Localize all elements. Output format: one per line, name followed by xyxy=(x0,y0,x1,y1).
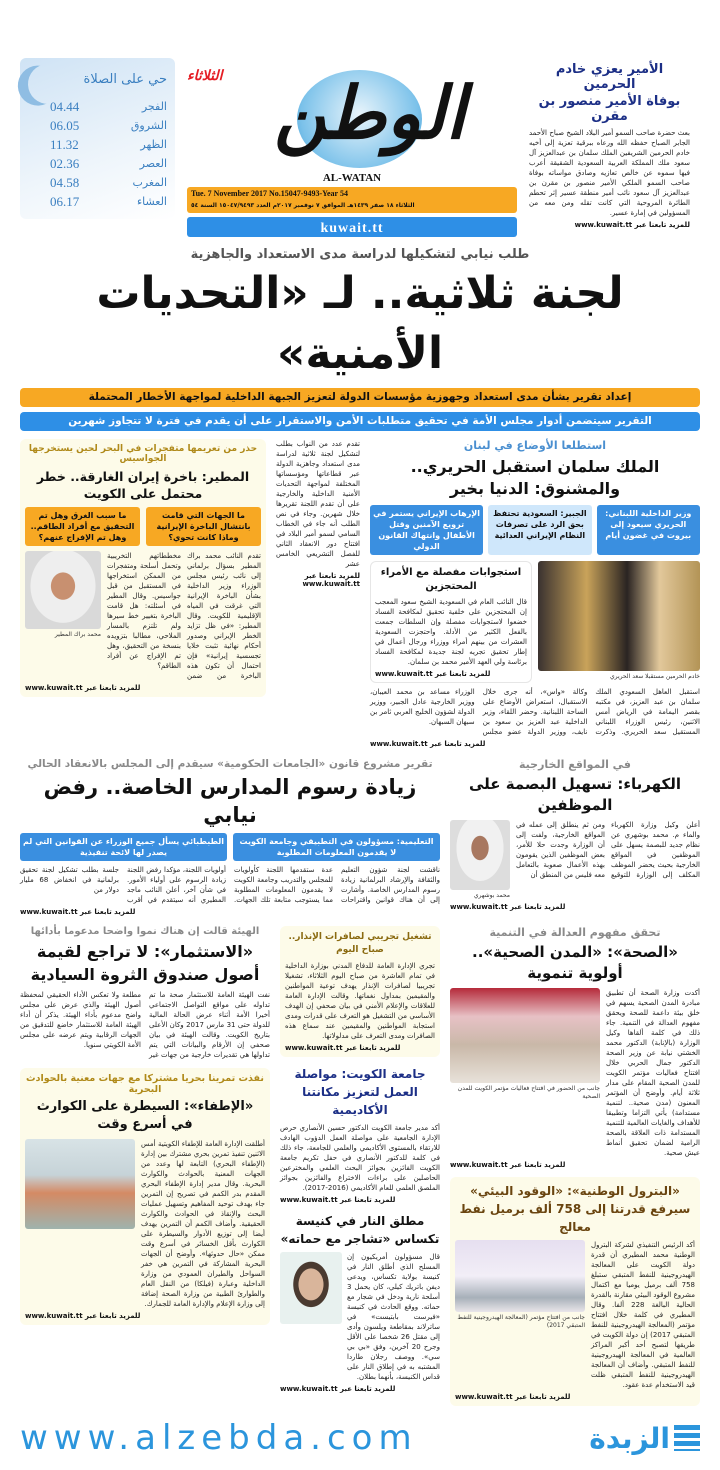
story-body: أكدت وزارة الصحة أن تطبيق مبادرة المدن الصحية يسهم في خلق بيئة داعمة للصحة ويحقق مفهوم العدالة في التنمية. جاء ذلك في كلمة ألقاها وكيل الوزارة (بالإنابة) الدكتور محمد الخشتي نيابة عن وزير الصحة الدكتور جمال الحربي خلال افتتاح فعاليات مؤتمر الكويت للمدن الصحية المقام على مدار ثلاثة أيام. وأوضح أن المؤتمر المعنون (مدن صحية.. لتنمية مستدامة) يأتي التزاما وتطبيقا للأهداف والغايات العالمية للتنمية المستدامة ذات العلاقة بالصحة الرامية لضمان تحقيق أنماط عيش صحية. xyxy=(606,989,700,1157)
read-more-link[interactable]: www.kuwait.tt xyxy=(302,580,360,588)
main-headline: لجنة ثلاثية.. لـ «التحديات الأمنية» xyxy=(96,268,624,379)
story-body: بعث حضرة صاحب السمو أمير البلاد الشيخ صباح الأحمد الجابر الصباح حفظه الله ورعاه ببرقية تعزية إلى أخيه خادم الحرمين الشريفين الملك سلمان بن عبدالعزيز آل سعود ملك المملكة العربية السعودية الشقيقة أعرب فيها سموه عن خالص تعازيه وصادق مواساته بوفاة صاحب السمو الملكي الأمير منصور بن مقرن بن عبدالعزيز آل سعود نائب أمير منطقة عسير إثر تحطم الطائرة المروحية التي كانت تقله ومن معه من المسؤولين في إمارة عسير. xyxy=(529,129,690,217)
lebanon-story xyxy=(370,439,700,748)
read-more-link[interactable]: www.kuwait.tt xyxy=(280,1385,338,1393)
photo-block xyxy=(450,820,510,900)
question-boxes xyxy=(25,507,261,546)
read-more[interactable] xyxy=(280,1385,440,1393)
read-more-link[interactable]: www.kuwait.tt xyxy=(280,1196,338,1204)
sirens-story xyxy=(280,926,440,1057)
sub-story-panel xyxy=(370,561,532,683)
prayer-name: العصر xyxy=(139,157,167,170)
story-body: قال مسؤولون أمريكيون إن المسلح الذي أطلق النار في كنيسة بولاية تكساس، ويدعى ديفن باتريك كيلي، كان يحمل 3 أسلحة نارية ودخل في شجار مع حماته. ووقع الحادث في كنيسة «فيرست بابتيست» في ساترلاند بمقاطعة ويلسون وأدى إلى مقتل 26 شخصا على الأقل وجرح 20 آخرين، وفق «بي بي سي». ووصف رجلان طاردا المشتبه به في إطلاق النار على قداس الكنيسة، بأنهما بطلان. xyxy=(347,1253,440,1381)
conference-panel-photo xyxy=(455,1240,585,1312)
read-more-label: للمزيد تابعنا عبر xyxy=(84,1312,141,1320)
row-2 xyxy=(20,439,700,748)
story-body: تجري الإدارة العامة للدفاع المدني بوزارة الداخلية في تمام العاشرة من صباح اليوم الثلاثاء، تشغيلا تجريبيا لصافرات الإنذار يهدف توعية المواطنين والمقيمين بمداول نغماتها. وقالت الإدارة العامة للعلاقات والإعلام الأمني في بيان صحفي إن الهدف الأساسي من التشغيل هو التعرف على قدرات ومدى استجابة المواطنين والمقيمين عند سماع هذه الصافرات ومدى التعرف على مدلولاتها. xyxy=(285,962,435,1040)
story-kicker: نفذت تمرينا بحريا مشتركا مع جهات معنية بالحوادث البحرية xyxy=(26,1073,264,1095)
story-kicker: استطلعا الأوضاع في لبنان xyxy=(463,439,607,452)
story-headline: «الاستثمار»: لا تراجع لقيمة أصول صندوق الثروة السيادية xyxy=(30,942,260,984)
story-headline: المطير: باخرة إيران الغارقة.. خطر محتمل على الكويت xyxy=(36,469,250,501)
read-more[interactable] xyxy=(276,572,360,588)
footer xyxy=(20,1418,700,1458)
read-more-label: للمزيد تابعنا عبر xyxy=(514,1393,571,1401)
story-content xyxy=(25,551,261,681)
photo-caption: محمد براك المطير xyxy=(54,631,101,638)
investment-story xyxy=(20,926,270,1060)
story-headline: الأمير يعزي خادم الحرمين xyxy=(555,62,664,92)
prayer-row xyxy=(50,154,167,173)
story-content xyxy=(450,820,700,900)
story-kicker: حذر من تعريمها متفجرات في البحر لحين يستخرجها الجواسيس xyxy=(28,444,258,464)
read-more-link[interactable]: www.kuwait.tt xyxy=(285,1044,343,1052)
read-more-label: للمزيد تابعنا عبر xyxy=(634,221,690,229)
story-headline: «البترول الوطنية»: «الوقود البيئي» سيرفع قدرتنا إلى 758 ألف برميل نفط معالج xyxy=(459,1184,691,1234)
read-more-link[interactable]: www.kuwait.tt xyxy=(20,908,78,916)
schools-boxes xyxy=(20,833,440,861)
read-more-label: للمزيد تابعنا عبر xyxy=(434,670,491,678)
read-more-label: للمزيد تابعنا عبر xyxy=(429,740,486,748)
question-box-1: ما الجهات التي قامت بانتشال الباخرة الإيرانية وماذا كانت تحوي؟ xyxy=(146,507,261,546)
story-headline: «الصحة»: «المدن الصحية».. أولوية تنموية xyxy=(472,943,678,982)
prayer-row xyxy=(50,192,167,211)
schools-box-2: الطبطبائي يسأل جميع الوزراء عن القوانين التي لم يصدر لها لائحة تنفيذية xyxy=(20,833,227,861)
story-headline: زيادة رسوم المدارس الخاصة.. رفض نيابي xyxy=(43,775,417,827)
read-more-link[interactable]: www.kuwait.tt xyxy=(25,684,83,692)
photo-block xyxy=(455,1240,585,1390)
read-more-link[interactable]: www.kuwait.tt xyxy=(450,903,508,911)
mutair-photo xyxy=(25,551,101,629)
salman-hariri-photo xyxy=(538,561,700,671)
question-box-2: ما سبب الغرق وهل تم التحقيق مع أفراد الطاقم.. وهل تم الإفراج عنهم؟ xyxy=(25,507,140,546)
story-body: ناقشت لجنة شؤون التعليم والثقافة والإرشاد البرلمانية زيادة رسوم المدارس الخاصة. وأشارت إلى أن هناك قوانين واقتراحات عدة ستقدمها اللجنة كأولويات للمجلس والتدريب وجامعة الكويت لا يقدمون المعلومات المطلوبة مما يستوجب متابعة تلك الجهات. أولويات اللجنة، مؤكدا رفض اللجنة زيادة الرسوم على أولياء الأمور. في شأن آخر، أعلن النائب ماجد المطيري أنه سيتقدم في أقرب جلسة بطلب تشكيل لجنة تحقيق برلمانية في انخفاض 68 مليار دولار من xyxy=(20,866,440,904)
petroleum-story xyxy=(450,1177,700,1406)
prayer-times-panel xyxy=(20,58,175,219)
photo-caption: جانب من افتتاح مؤتمر (المعالجة الهيدروجينية للنفط المتبقي 2017) xyxy=(457,1314,585,1329)
website-bar[interactable] xyxy=(187,217,517,237)
photo-caption: جانب من الحضور في افتتاح فعاليات مؤتمر الكويت للمدن الصحية xyxy=(457,1085,600,1100)
university-story xyxy=(280,1065,440,1204)
prayer-name: الشروق xyxy=(130,119,167,132)
prayer-time: 04.58 xyxy=(50,175,80,190)
lebanon-box-1: وزير الداخلية اللبناني: الحريري سيعود إلى بيروت في غضون أيام xyxy=(597,505,700,555)
story-body: أكد الرئيس التنفيذي لشركة البترول الوطنية محمد المطيري أن قدرة دولة الكويت على المعالجة الهيدروجينية للنفط المتبقي ستبلغ 758 ألف برميل يوميا مع اكتمال مشروع الوقود البيئي مقارنة بالقدرة الحالية البالغة 228 ألفا. وقال المطيري في كلمة خلال افتتاح مؤتمر (المعالجة الهيدروجينية للنفط المتبقي 2017) إن دولة الكويت في طريقها لتصبح أحد أكبر المراكز العالمية في المعالجة الهيدروجينية للنفط المتبقي. وأضاف أن المعالجة الهيدروجينية للنفط المتبقي ظلت قيد الاستخدام عدة عقود. xyxy=(591,1241,696,1389)
left-column xyxy=(20,926,270,1325)
prayer-name: الظهر xyxy=(140,138,167,151)
gunman-photo xyxy=(280,1252,342,1324)
read-more[interactable] xyxy=(370,740,700,748)
prayer-name: العشاء xyxy=(136,195,167,208)
read-more-label: للمزيد تابعنا عبر xyxy=(509,903,566,911)
read-more[interactable] xyxy=(455,1393,695,1401)
story-headline: الملك سلمان استقبل الحريري.. والمشنوق: الدنيا بخير xyxy=(410,457,660,498)
sub-boxes xyxy=(370,505,700,555)
read-more-label: للمزيد تابعنا عبر xyxy=(84,684,141,692)
main-story-body: تقدم عدد من النواب بطلب لتشكيل لجنة ثلاثية لدراسة مدى استعداد وجاهزية الدولة عبر قطاعاتها ومؤسساتها المختلفة لمواجهة التحديات الأمنية الداخلية والخارجية على أن تقدم اللجنة تقريرها خلال شهرين. وجاء في نص الطلب أنه جاء في الخطاب السامي لسمو أمير البلاد في افتتاح دور الانعقاد الثاني للفصل التشريعي الخامس عشر xyxy=(276,440,360,568)
read-more-label: للمزيد تابعنا عبر xyxy=(344,1044,401,1052)
prayer-time: 06.05 xyxy=(50,118,80,133)
prayer-time: 06.17 xyxy=(50,194,80,209)
story-kicker: تقرير مشروع قانون «الجامعات الحكومية» سيقدم إلى المجلس بالانعقاد الحالي xyxy=(27,758,433,770)
row-3 xyxy=(20,758,700,916)
prayer-row xyxy=(50,97,167,116)
photo-caption: محمد بوشهري xyxy=(473,892,510,899)
story-body: أكد مدير جامعة الكويت الدكتور حسين الأنصاري حرص الإدارة الجامعية على مواصلة العمل الدؤوب الهادف للارتقاء بالمستوى الأكاديمي والعلمي للجامعة، جاء ذلك في كلمة للدكتور الأنصاري في حفل تكريم جامعة الكويت الفائزين بجوائز البحث العلمي والمخترعين الحاصلين على براءات الاختراع والفائزين بجوائز الملصق العلمي للعام الأكاديمي (2016-2017). xyxy=(280,1124,440,1192)
prayer-title: حي على الصلاة xyxy=(83,72,167,87)
read-more[interactable] xyxy=(450,903,700,911)
read-more-label: للمزيد تابعنا عبر xyxy=(304,572,360,580)
story-body: نفت الهيئة العامة للاستثمار صحة ما تم تداوله على مواقع التواصل الاجتماعي أخيرا الأمة أثناء عرض الحالة المالية للدولة حتى 31 مارس 2017 وكان الأعلى بتاريخ الكويت. وقالت الهيئة في بيان صحفي إن الأرقام والبيانات التي يتم تداولها هي تقديرات خارجية من جهات غير مطلعة ولا تعكس الأداء الحقيقي لمحفظة أصول الهيئة والذي عرض على مجلس واضح مدعوم بأداء الهيئة. يذكر أن أداء الهيئة العامة للاستثمار خاضع للتدقيق من الجهات الرقابية ويتم عرضه على مجلس الأمة الكويتي سنويا. xyxy=(20,991,271,1059)
story-headline: جامعة الكويت: مواصلة العمل لتعزيز مكانتنا الأكاديمية xyxy=(294,1067,426,1117)
lebanon-box-3: الإرهاب الإيراني يستمر في ترويع الآمنين وقتل الأطفال وانتهاك القانون الدولي xyxy=(370,505,483,555)
photo-block xyxy=(538,561,700,683)
conference-photo xyxy=(450,988,600,1083)
lebanon-box-2: الجبير: السعودية تحتفظ بحق الرد على تصرفات النظام الإيراني العدائية xyxy=(488,505,591,555)
logo-area xyxy=(222,58,517,170)
story-kicker: في المواقع الخارجية xyxy=(518,758,632,771)
story-content xyxy=(25,1139,265,1309)
read-more-link[interactable]: www.kuwait.tt xyxy=(375,670,433,678)
photo-block xyxy=(25,551,101,681)
read-more[interactable] xyxy=(285,1044,435,1052)
photo-caption: خادم الحرمين مستقبلا سعد الحريري xyxy=(609,673,700,680)
prayer-time: 04.44 xyxy=(50,99,80,114)
firemen-story xyxy=(20,1068,270,1325)
read-more-label: للمزيد تابعنا عبر xyxy=(339,1385,396,1393)
read-more[interactable] xyxy=(25,1312,265,1320)
read-more[interactable] xyxy=(529,221,690,229)
logo-stripes-icon xyxy=(674,1425,700,1451)
read-more-link[interactable]: www.kuwait.tt xyxy=(574,221,633,229)
iran-ship-story xyxy=(20,439,266,697)
date-bar xyxy=(187,187,517,213)
story-body: تقدم النائب محمد براك المطير بسؤال برلماني إلى نائب رئيس مجلس الوزراء وزير الداخلية بشأن الباخرة الإيرانية التي غرقت في المياه الإقليمية للكويت. وقال المطير: «في ظل تزايد الخطر الإيراني وصدور أحكام نهائية تثبت خلايا تجسسية إيرانية» فإن احتمال أن تكون هذه الباخرة من ضمن مخططاتهم التخريبية وتحمل أسلحة ومتفجرات من الممكن استخراجها في المستقبل من قبل جواسيس. وقال المطير في أسئلته: هل قامت الباخرة بتغيير خط سيرها ولم تلتزم بالمسار الملاحي، مطالبا بتزويده بنسخة من التحقيق، وهل تم الإفراج عن أفراد الطاقم؟ xyxy=(107,552,261,680)
prayer-time: 02.36 xyxy=(50,156,80,171)
story-headline: الكهرباء: تسهيل البصمة على الموظفين xyxy=(468,775,681,814)
health-story xyxy=(450,926,700,1169)
story-body: أعلن وكيل وزارة الكهرباء والماء م. محمد بوشهري عن نظام جديد للبصمة يسهل على الموظفين في المواقع الخارجية بحيث يحضر الموظف المكلف إلى الوزارة للتوقيع ومن ثم ينطلق إلى عمله في المواقع الخارجية، ولفت إلى أن الوزارة وجدت حلا للأمر، بعض الموظفين الذين يقومون بهذه الأعمال صعوبة بالتعامل معه فليس من المنطق أن xyxy=(516,821,700,879)
lebanon-body: استقبل العاهل السعودي الملك سلمان بن عبد العزيز، في مكتبه بقصر اليمامة في الرياض أمس الاثنين، رئيس الوزراء اللبناني المستقيل سعد الحريري. وذكرت وكالة «واس»، أنه جرى خلال الاستقبال، استعراض الأوضاع على الساحة اللبنانية. وحضر اللقاء، وزير الداخلية عبد العزيز بن سعود بن نايف، ووزير الدولة عضو مجلس الوزراء مساعد بن محمد العيبان، ووزير الخارجية عادل الجبير، ووزير الدولة لشؤون الخليج العربي ثامر بن سبهان السبهان. xyxy=(370,688,700,736)
story-headline: مطلق النار في كنيسة تكساس «تشاجر مع حماته» xyxy=(280,1214,440,1246)
prayer-row xyxy=(50,116,167,135)
main-story-column xyxy=(276,439,360,588)
read-more-label: للمزيد تابعنا عبر xyxy=(509,1161,566,1169)
story-body: أطلقت الإدارة العامة للإطفاء الكويتية أمس الاثنين تنفيذ تمرين بحري مشترك بين إدارة (الإطفاء البحري) التابعة لها وعدد من الجهات المعنية بالحوادث والكوارث البحرية. وقال مدير إدارة الإطفاء البحري المقدم بدر الكمم في تصريح إن التمرين جاء بهدف توحيد المفاهيم وتسهيل عمليات البحث والإنقاذ في الحوادث والكوارث الحقيقية. وأضاف الكمم أن التمرين يهدف أيضا إلى توزيع الأدوار والسيطرة على الكوارث بأقل الخسائر في أسرع وقت ممكن «حال حدوثها». وأوضح أن الجهات البحرية المشاركة في التمرين هي خفر السواحل والطيران العمودي من وزارة الداخلية وعبارة (فيلكا) من النقل العام والطوارئ الطبية من وزارة الصحة إضافة إلى وزارة الإعلام والإدارة العامة للجمارك. xyxy=(141,1140,265,1308)
read-more-label: للمزيد تابعنا عبر xyxy=(339,1196,396,1204)
read-more[interactable] xyxy=(20,908,440,916)
boushehri-photo xyxy=(450,820,510,890)
story-content xyxy=(455,1240,695,1390)
right-column xyxy=(450,926,700,1406)
photo-block xyxy=(450,988,600,1158)
prayer-name: المغرب xyxy=(132,176,167,189)
story-headline-line2: بوفاة الأمير منصور بن مقرن xyxy=(538,94,681,124)
logo-row xyxy=(187,58,517,170)
read-more[interactable] xyxy=(375,670,527,678)
sub-body: قال النائب العام في السعودية الشيخ سعود المعجب إن المحتجزين على خلفية تحقيق لمكافحة الفساد خضعوا لاستجوابات مفصلة وإن السلطات جمعت بالفعل الكثير من الأدلة. واحتجزت السعودية العشرات من بينهم أمراء ووزراء ورجال أعمال في إطار تحقيق تجريه لجنة جديدة لمكافحة الفساد برئاسة ولي العهد الأمير محمد بن سلمان. xyxy=(375,598,527,666)
header-row xyxy=(20,58,700,237)
read-more[interactable] xyxy=(25,684,261,692)
read-more-link[interactable]: www.kuwait.tt xyxy=(25,1312,83,1320)
prayer-row xyxy=(50,173,167,192)
lebanon-feature xyxy=(370,561,700,683)
schools-story xyxy=(20,758,440,916)
masthead-logo: الوطن xyxy=(274,71,466,155)
read-more-link[interactable]: www.kuwait.tt xyxy=(370,740,428,748)
read-more-link[interactable]: www.kuwait.tt xyxy=(450,1161,508,1169)
story-headline: «الإطفاء»: السيطرة على الكوارث في أسرع وقت xyxy=(36,1099,254,1132)
latin-name: AL-WATAN xyxy=(322,172,382,184)
story-kicker: تحقق مفهوم العدالة في التنمية xyxy=(489,926,661,939)
row-4 xyxy=(20,926,700,1406)
main-blue-bar: التقرير سيتضمن أدوار مجلس الأمة في تحقيق متطلبات الأمن والاستقرار على أن يقدم في فترة لا تتجاوز شهرين xyxy=(20,412,700,431)
church-story xyxy=(280,1212,440,1393)
website-link[interactable]: kuwait.tt xyxy=(320,221,384,236)
prayer-row xyxy=(50,135,167,154)
footer-website[interactable]: www.alzebda.com xyxy=(20,1418,418,1458)
prayer-times-list xyxy=(28,97,167,211)
sub-headline: استجوابات مفصلة مع الأمراء المحتجزين xyxy=(380,567,522,592)
read-more[interactable] xyxy=(450,1161,700,1169)
date-english: Tue. 7 November 2017 No.15047-9493-Year 54 xyxy=(191,189,348,198)
prayer-name: الفجر xyxy=(141,100,167,113)
logo-text: الزبدة xyxy=(589,1421,670,1455)
read-more[interactable] xyxy=(280,1196,440,1204)
read-more-label: للمزيد تابعنا عبر xyxy=(79,908,136,916)
middle-column xyxy=(280,926,440,1393)
date-arabic: الثلاثاء ١٨ صفر ١٤٣٩هـ الموافق ٧ نوفمبر ٢٠١٧م العدد ١٥٠٤٧/٩٤٩٣ السنة ٥٤ xyxy=(191,202,415,209)
story-headline: تشغيل تجريبي لصافرات الإنذار.. صباح اليوم xyxy=(288,932,432,955)
prayer-time: 11.32 xyxy=(50,137,79,152)
main-kicker: طلب نيابي لتشكيلها لدراسة مدى الاستعداد والجاهزية xyxy=(190,247,530,262)
main-orange-bar: إعداد تقرير بشأن مدى استعداد وجهوزية مؤسسات الدولة لتعزيز الجبهة الداخلية لمواجهة الأخطار المحتملة xyxy=(20,388,700,407)
masthead xyxy=(187,58,517,237)
electricity-story xyxy=(450,758,700,911)
zebda-logo xyxy=(589,1422,700,1455)
schools-box-1: التعليمية: مسؤولون في التطبيقي وجامعة الكويت لا يقدمون المعلومات المطلوبة xyxy=(233,833,440,861)
story-content xyxy=(450,988,700,1158)
day-label: الثلاثاء xyxy=(187,68,223,84)
read-more-link[interactable]: www.kuwait.tt xyxy=(455,1393,513,1401)
story-content xyxy=(280,1252,440,1382)
top-right-story xyxy=(529,58,690,229)
story-kicker: الهيئة قالت إن هناك نموا واضحا مدعوما بأدائها xyxy=(30,926,260,937)
naval-exercise-photo xyxy=(25,1139,135,1229)
